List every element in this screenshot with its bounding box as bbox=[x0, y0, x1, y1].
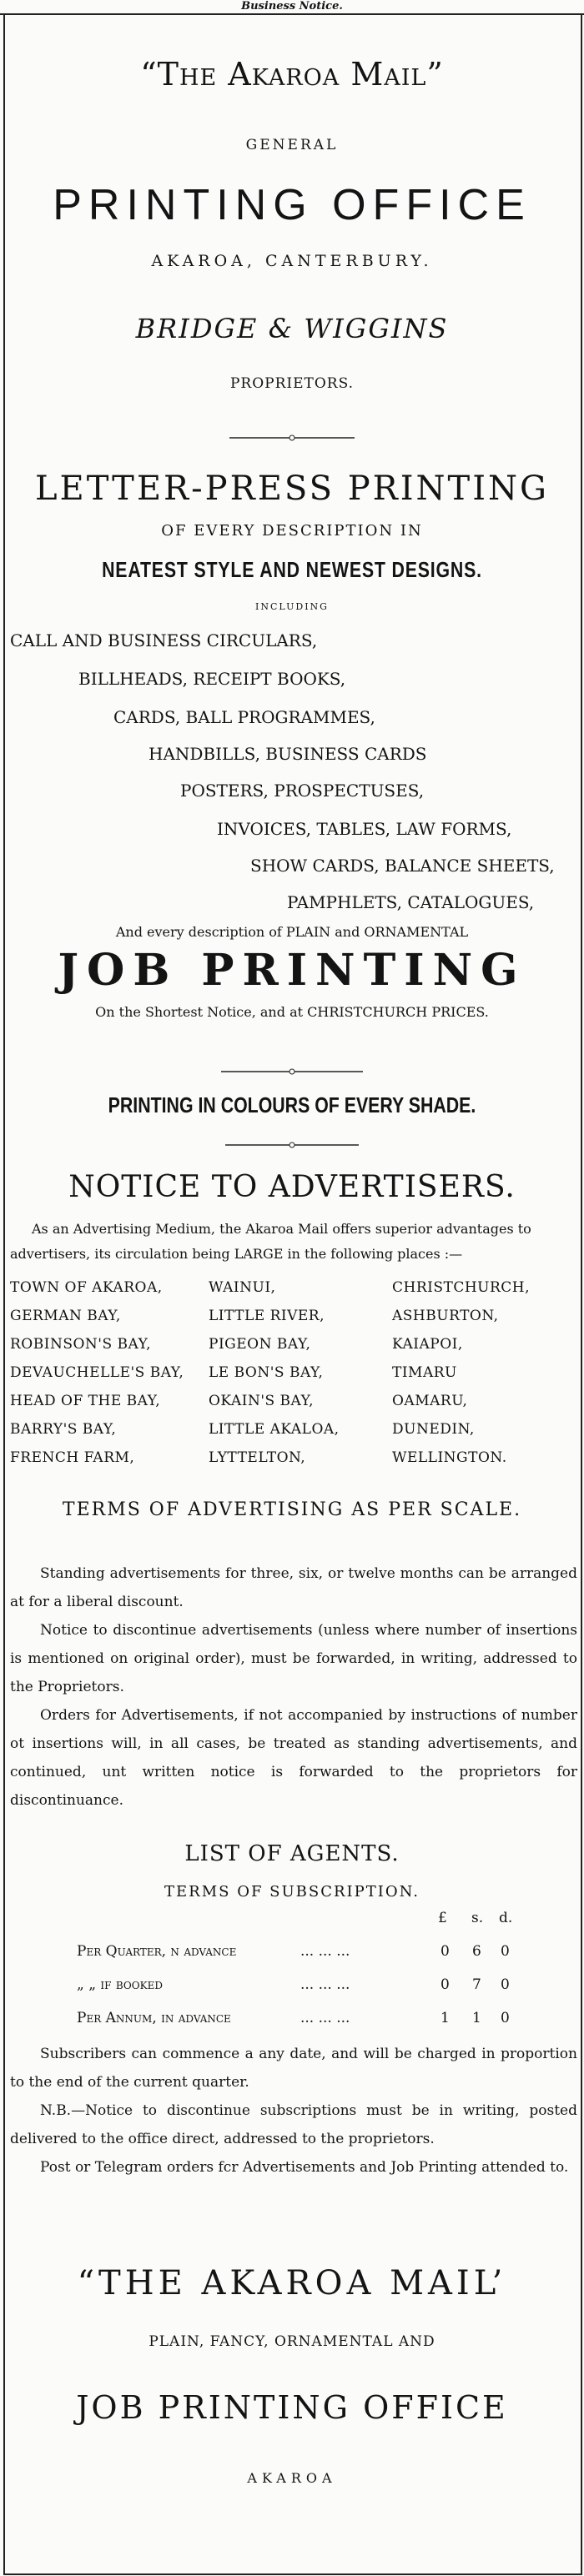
location-line: AKAROA, CANTERBURY. bbox=[151, 252, 433, 270]
place-name: LE BON'S BAY, bbox=[209, 1364, 324, 1381]
section-header: Business Notice. bbox=[0, 0, 584, 15]
divider-ornament bbox=[0, 1137, 584, 1153]
service-item: PAMPHLETS, CATALOGUES, bbox=[287, 892, 535, 912]
place-name: HEAD OF THE BAY, bbox=[10, 1393, 161, 1409]
place-name: DEVAUCHELLE'S BAY, bbox=[10, 1364, 184, 1381]
paragraph-post: Post or Telegram orders fcr Advertisements and Job Printing attended to. bbox=[40, 2159, 569, 2176]
place-name: TOWN OF AKAROA, bbox=[10, 1279, 163, 1296]
price-pence: 0 bbox=[501, 2010, 510, 2026]
place-name: WAINUI, bbox=[209, 1279, 276, 1296]
paragraph-nb: N.B.—Notice to discontinue subscriptions must be in writing, posted delivered to the office direct, addressed to the proprietors. bbox=[10, 2102, 577, 2147]
subscription-label: „ „ if booked bbox=[77, 1976, 163, 1993]
footer-office-heading: JOB PRINTING OFFICE bbox=[76, 2389, 508, 2426]
service-item: CALL AND BUSINESS CIRCULARS, bbox=[10, 630, 318, 650]
place-name: LITTLE AKALOA, bbox=[209, 1421, 340, 1438]
firm-name: BRIDGE & WIGGINS bbox=[135, 313, 449, 344]
divider-ornament bbox=[0, 430, 584, 446]
colours-line: PRINTING IN COLOURS OF EVERY SHADE. bbox=[108, 1092, 476, 1117]
place-name: GERMAN BAY, bbox=[10, 1308, 121, 1324]
footer-town: AKAROA bbox=[247, 2470, 337, 2486]
letterpress-line2: NEATEST STYLE AND NEWEST DESIGNS. bbox=[102, 557, 482, 582]
footer-paper-title: “THE AKAROA MAIL’ bbox=[77, 2264, 507, 2302]
terms-line: TERMS OF ADVERTISING AS PER SCALE. bbox=[62, 1499, 522, 1520]
price-pence: 0 bbox=[501, 1976, 510, 1993]
place-name: BARRY'S BAY, bbox=[10, 1421, 117, 1438]
including-label: INCLUDING bbox=[255, 601, 329, 612]
footer-plain-line: PLAIN, FANCY, ORNAMENTAL AND bbox=[149, 2333, 435, 2350]
service-item: SHOW CARDS, BALANCE SHEETS, bbox=[250, 856, 555, 876]
place-name: DUNEDIN, bbox=[392, 1421, 475, 1438]
place-name: LITTLE RIVER, bbox=[209, 1308, 325, 1324]
place-name: OKAIN'S BAY, bbox=[209, 1393, 315, 1409]
ornament-icon bbox=[225, 1140, 359, 1150]
place-name: CHRISTCHURCH, bbox=[392, 1279, 531, 1296]
divider-ornament bbox=[0, 1064, 584, 1080]
place-name: OAMARU, bbox=[392, 1393, 468, 1409]
service-item: INVOICES, TABLES, LAW FORMS, bbox=[217, 819, 512, 839]
ornament-icon bbox=[229, 433, 355, 443]
service-item: BILLHEADS, RECEIPT BOOKS, bbox=[78, 669, 346, 689]
price-shillings: 6 bbox=[472, 1943, 481, 1960]
advertisers-intro: advertisers, its circulation being LARGE in the following places :— bbox=[10, 1246, 463, 1262]
letterpress-heading: LETTER-PRESS PRINTING bbox=[34, 470, 549, 508]
price-pounds: 1 bbox=[441, 2010, 450, 2026]
paragraph-commence: Subscribers can commence a any date, and will be charged in proportion to the end of the current quarter. bbox=[10, 2046, 577, 2091]
place-name: ASHBURTON, bbox=[392, 1308, 499, 1324]
price-shillings: 7 bbox=[472, 1976, 481, 1993]
paragraph-orders: Orders for Advertisements, if not accompanied by instructions of number ot insertions will, in all cases, be treated as standing advertisements, and continued, unt written notice is forwarded to the proprietors for discontinuance. bbox=[10, 1707, 577, 1809]
place-name: LYTTELTON, bbox=[209, 1449, 306, 1466]
ornament-icon bbox=[221, 1067, 363, 1077]
subscription-dots: ... ... ... bbox=[300, 2010, 350, 2026]
currency-pence: d. bbox=[499, 1910, 513, 1926]
place-name: WELLINGTON. bbox=[392, 1449, 507, 1466]
proprietors-label: PROPRIETORS. bbox=[229, 375, 355, 392]
advertisers-intro: As an Advertising Medium, the Akaroa Mail offers superior advantages to bbox=[32, 1221, 531, 1237]
place-name: TIMARU bbox=[392, 1364, 457, 1381]
paragraph-standing: Standing advertisements for three, six, or twelve months can be arranged at for a liberal discount. bbox=[10, 1565, 577, 1610]
subscription-heading: TERMS OF SUBSCRIPTION. bbox=[164, 1883, 420, 1901]
place-name: ROBINSON'S BAY, bbox=[10, 1336, 152, 1353]
price-pounds: 0 bbox=[441, 1943, 450, 1960]
subscription-dots: ... ... ... bbox=[300, 1976, 350, 1993]
service-item: HANDBILLS, BUSINESS CARDS bbox=[149, 744, 427, 764]
shortest-notice-line: On the Shortest Notice, and at CHRISTCHURCH PRICES. bbox=[95, 1004, 489, 1020]
currency-pound: £ bbox=[438, 1910, 447, 1926]
advertisers-heading: NOTICE TO ADVERTISERS. bbox=[68, 1170, 516, 1204]
subscription-label: Per Annum, in advance bbox=[77, 2010, 231, 2026]
place-name: KAIAPOI, bbox=[392, 1336, 463, 1353]
price-pence: 0 bbox=[501, 1943, 510, 1960]
printing-office-heading: PRINTING OFFICE bbox=[53, 181, 531, 229]
subscription-label: Per Quarter, n advance bbox=[77, 1943, 237, 1960]
letterpress-line1: OF EVERY DESCRIPTION IN bbox=[161, 522, 423, 540]
currency-shilling: s. bbox=[471, 1910, 484, 1926]
general-label: GENERAL bbox=[245, 137, 339, 153]
job-printing-heading: JOB PRINTING bbox=[58, 945, 526, 996]
place-name: FRENCH FARM, bbox=[10, 1449, 135, 1466]
paragraph-discontinue: Notice to discontinue advertisements (unless where number of insertions is mentioned on original order), must be forwarded, in writing, addressed to the Proprietors. bbox=[10, 1622, 577, 1695]
every-description-line: And every description of PLAIN and ORNAMENTAL bbox=[115, 924, 469, 940]
place-name: PIGEON BAY, bbox=[209, 1336, 311, 1353]
subscription-dots: ... ... ... bbox=[300, 1943, 350, 1960]
agents-heading: LIST OF AGENTS. bbox=[184, 1841, 400, 1866]
paper-title: “The Akaroa Mail” bbox=[140, 56, 444, 93]
price-shillings: 1 bbox=[472, 2010, 481, 2026]
price-pounds: 0 bbox=[441, 1976, 450, 1993]
service-item: CARDS, BALL PROGRAMMES, bbox=[113, 707, 375, 727]
service-item: POSTERS, PROSPECTUSES, bbox=[180, 781, 425, 801]
